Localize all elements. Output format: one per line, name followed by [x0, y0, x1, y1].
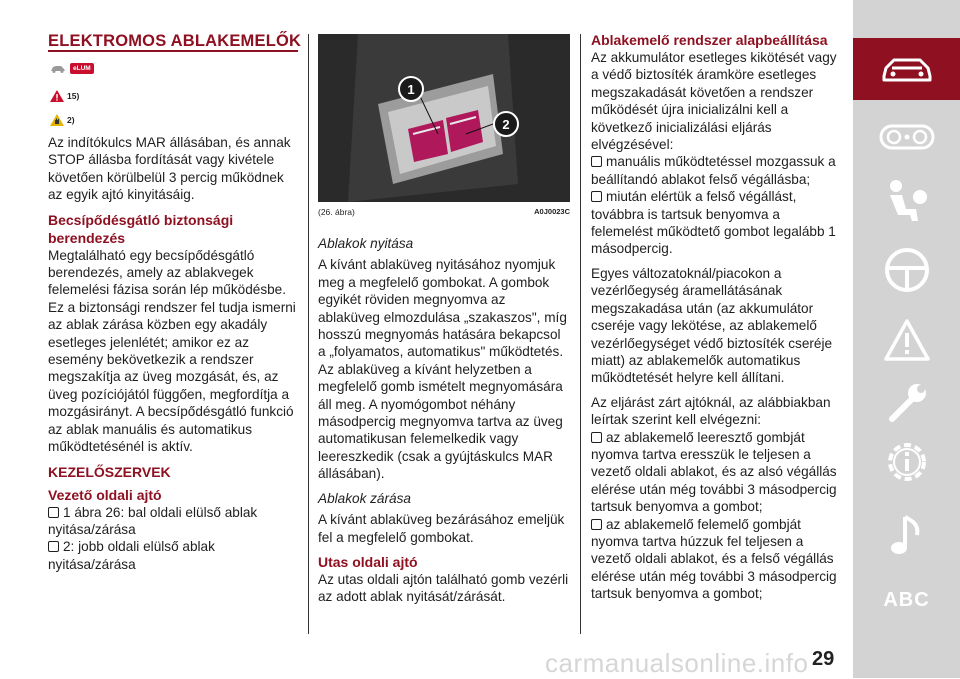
- dashboard-gauges-icon: [879, 124, 935, 150]
- controls-heading: KEZELŐSZERVEK: [48, 463, 171, 480]
- column-divider: [308, 34, 309, 634]
- list-item-text: manuális működtetéssel mozgassuk a beállítandó ablakot felső végállásba;: [591, 154, 836, 187]
- checkbox-bullet-icon: [591, 432, 602, 443]
- car-silhouette-icon: [50, 63, 66, 73]
- column-3: [591, 31, 843, 603]
- figure-caption-row: [318, 207, 570, 217]
- opening-paragraph: A kívánt ablaküveg nyitásához nyomjuk meg a megfelelő gombokat. A gombok egyikét röviden megnyomva az ablaküveg elmozdulása „szakaszos", míg hosszú megnyomás hatására bekapcsol a „folyamatos, automatikus" működtetés. Az ablaküveg a kívánt helyzetben a megfelelő gomb ismételt megnyomására áll meg. A nyomógombot néhány másodpercig megnyomva tartva az üveg automatikusan felemelkedik vagy leereszkedik (csak a gyújtáskulcs MAR állásában).: [318, 257, 567, 482]
- list-item: [48, 538, 298, 573]
- opening-heading: Ablakok nyitása: [318, 236, 414, 251]
- steering-wheel-icon: [883, 246, 931, 294]
- sidebar-item-technical-data[interactable]: [853, 432, 960, 492]
- section-title: ELEKTROMOS ABLAKEMELŐK: [48, 32, 302, 50]
- column-2: [318, 34, 570, 606]
- abc-index-label: ABC: [883, 588, 930, 611]
- models-paragraph: Egyes változatoknál/piacokon a vezérlőegység áramellátásának megszakadása után (az akkumulátor cseréje vagy lekötése, az ablakemelő vezérlőegységet védő biztosíték cseréje miatt) az ablakemelők automatikus működtetését helyre kell állítani.: [591, 265, 833, 386]
- wrench-icon: [884, 379, 930, 425]
- list-item-text: 2: jobb oldali elülső ablak nyitása/zárása: [48, 539, 215, 572]
- warning-triangle-icon: [50, 90, 64, 102]
- sidebar-item-warnings[interactable]: [853, 310, 960, 370]
- passenger-paragraph: Az utas oldali ajtón található gomb vezérli az adott ablak nyitását/zárását.: [318, 571, 569, 605]
- procedure-paragraph: Az eljárást zárt ajtóknál, az alábbiakban leírtak szerint kell elvégezni:: [591, 394, 831, 428]
- column-1: [48, 58, 298, 573]
- list-item-text: miután elértük a felső végállást, továbbra is tartsuk benyomva a felemelést működtető gombot legalább 1 másodpercig.: [591, 189, 836, 257]
- list-item: [591, 153, 843, 188]
- checkbox-bullet-icon: [48, 507, 59, 518]
- title-underline: [48, 50, 298, 52]
- init-heading: Ablakemelő rendszer alapbeállítása: [591, 32, 828, 48]
- init-paragraph: Az akkumulátor esetleges kikötését vagy a védő biztosíték áramköre esetleges megszakadását követően a rendszer működését újra inicializálni kell a következő inicializálási eljárás elvégzésével:: [591, 50, 837, 153]
- sidebar-item-safety[interactable]: [853, 172, 960, 232]
- list-item-text: az ablakemelő felemelő gombját nyomva tartva húzzuk fel teljesen a vezető oldali ablakot, és a felső végállás elérése után még további 3 másodpercig tartsuk benyomva a gombot;: [591, 516, 837, 602]
- intro-paragraph: Az indítókulcs MAR állásában, és annak STOP állásba fordítását vagy kivétele követően körülbelül 3 percig működnek az egyik ajtó kinyitásáig.: [48, 135, 291, 203]
- sidebar-item-dashboard[interactable]: [853, 112, 960, 162]
- list-item: [591, 429, 843, 516]
- elum-badge: [50, 58, 298, 78]
- elum-label: eLUM: [70, 63, 94, 74]
- callout-1: 1: [398, 76, 424, 102]
- caution-note-2: [50, 110, 298, 130]
- window-switch-photo: [318, 34, 570, 202]
- list-item: [591, 516, 843, 603]
- warning-ref-15: 15): [67, 91, 80, 101]
- caution-hand-icon: [50, 114, 64, 126]
- passenger-door-heading: Utas oldali ajtó: [318, 553, 418, 570]
- closing-heading: Ablakok zárása: [318, 490, 411, 506]
- sidebar-item-vehicle[interactable]: [853, 38, 960, 100]
- checkbox-bullet-icon: [591, 191, 602, 202]
- safety-heading: Becsípődésgátló biztonsági berendezés: [48, 211, 234, 246]
- list-item-text: az ablakemelő leeresztő gombját nyomva tartva eresszük le teljesen a vezető oldali ablakot, és az alsó végállás elérése után még további 3 másodpercig tartsuk benyomva a gombot;: [591, 429, 837, 515]
- callout-2: 2: [493, 111, 519, 137]
- column-divider: [580, 34, 581, 634]
- safety-paragraph: Megtalálható egy becsípődésgátló berendezés, amely az ablakvegek felemelési fázisa során lép működésbe. Ez a biztonsági rendszer fel tudja ismerni az ablak zárása közben egy akadály esetleges jelenlétét; amikor ez az esemény bekövetkezik a rendszer megszakítja az üveg mozgását, és, az üveg pozíciójától függően, megfordítja a mozgásirányt. A becsípődésgátló funkció az ablak manuális és automatikus működtetésénél is aktív.: [48, 247, 296, 455]
- checkbox-bullet-icon: [591, 519, 602, 530]
- list-item: [48, 504, 298, 539]
- caution-ref-2: 2): [67, 115, 75, 125]
- watermark: carmanualsonline.info: [545, 648, 809, 678]
- figure-caption: (26. ábra): [318, 207, 355, 217]
- sidebar-item-index[interactable]: [853, 580, 960, 620]
- checkbox-bullet-icon: [48, 541, 59, 552]
- warning-triangle-icon: [883, 318, 931, 362]
- seat-airbag-icon: [882, 177, 932, 227]
- figure-code: A0J0023C: [534, 207, 570, 216]
- music-note-icon: [887, 511, 927, 559]
- chapter-sidebar: [853, 0, 960, 678]
- list-item: [591, 188, 843, 258]
- sidebar-item-driving[interactable]: [853, 240, 960, 300]
- checkbox-bullet-icon: [591, 156, 602, 167]
- info-gear-icon: [882, 437, 932, 487]
- car-icon: [880, 54, 934, 84]
- driver-door-heading: Vezető oldali ajtó: [48, 486, 162, 503]
- sidebar-item-maintenance[interactable]: [853, 372, 960, 432]
- closing-paragraph: A kívánt ablaküveg bezárásához emeljük fel a megfelelő gombokat.: [318, 512, 565, 545]
- page-number: 29: [812, 648, 835, 670]
- warning-note-15: [50, 86, 298, 106]
- sidebar-item-multimedia[interactable]: [853, 505, 960, 565]
- window-switch-figure: [318, 34, 570, 202]
- list-item-text: 1 ábra 26: bal oldali elülső ablak nyitása/zárása: [48, 504, 258, 537]
